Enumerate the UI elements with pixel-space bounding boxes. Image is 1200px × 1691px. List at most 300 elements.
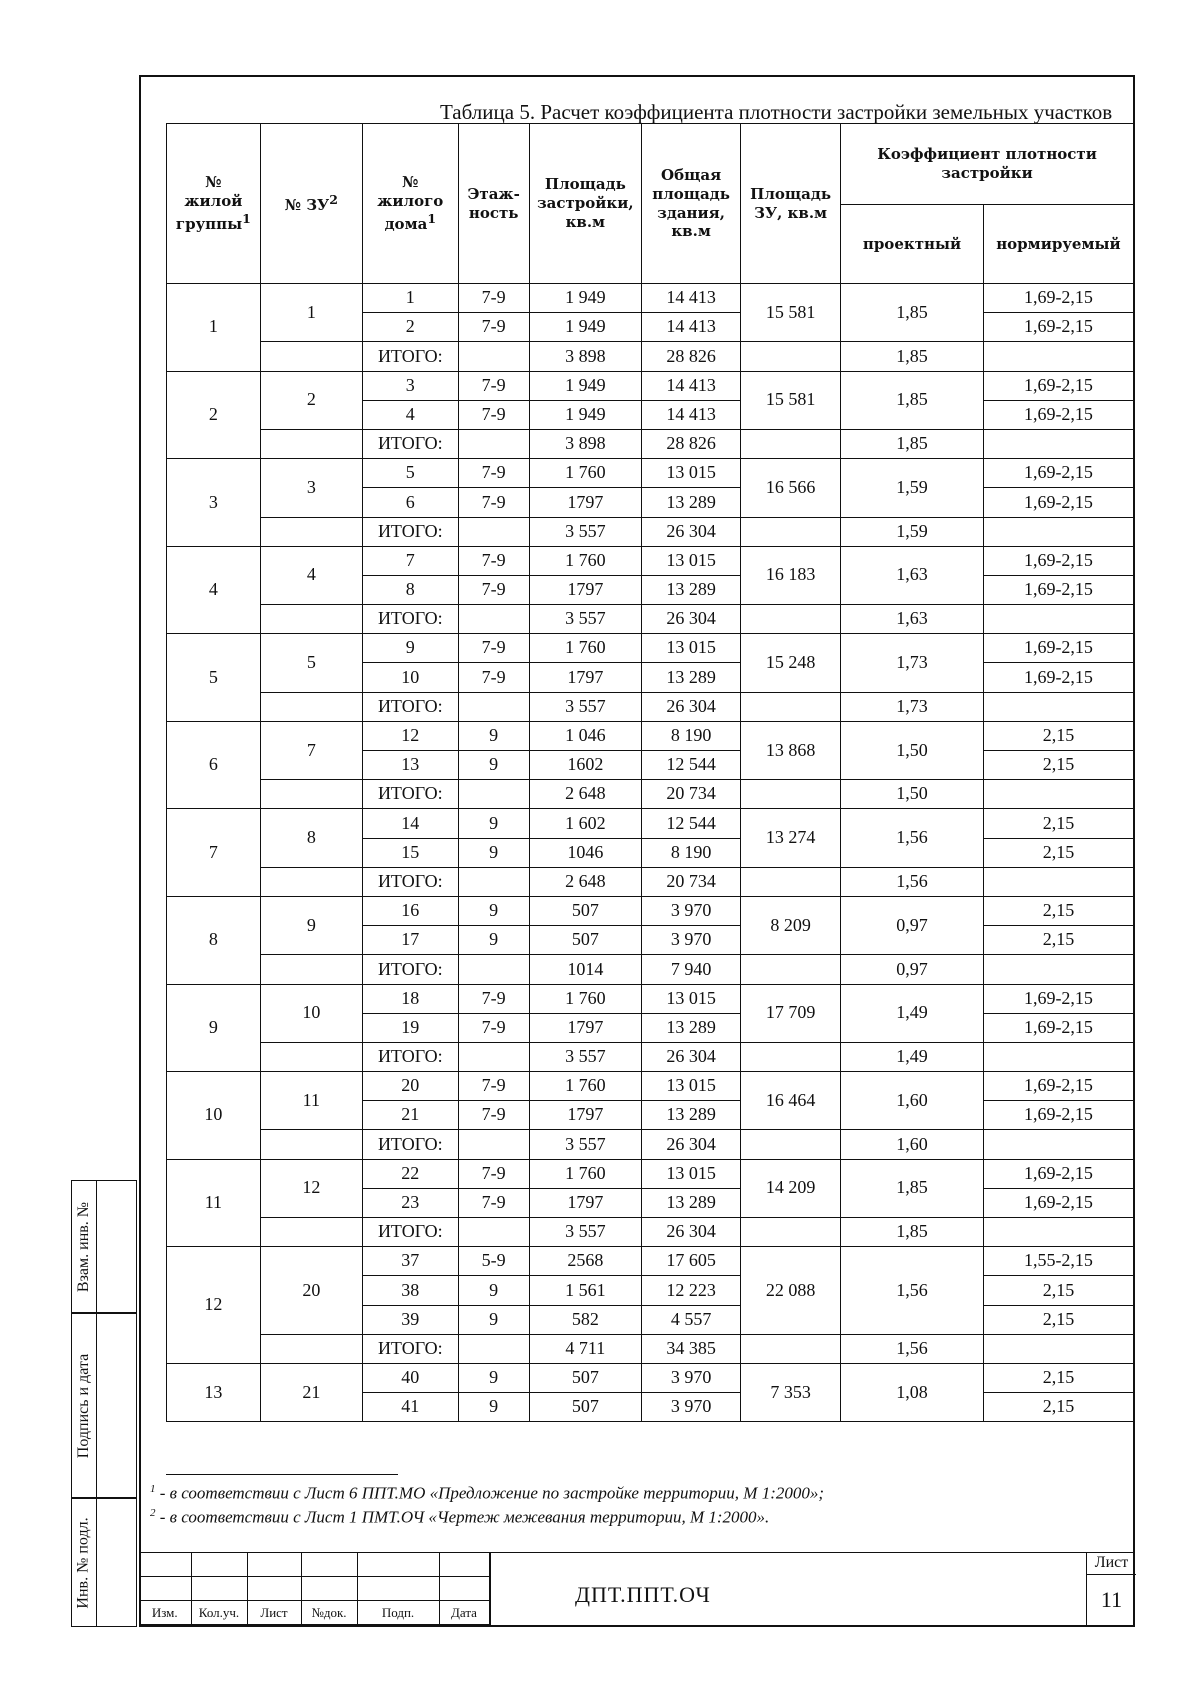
cell-plot-area: 17 709: [741, 984, 841, 1042]
cell-empty: [260, 692, 362, 721]
density-table: [166, 123, 1134, 1422]
cell-total-area-sum: 20 734: [642, 780, 741, 809]
cell-total-area: 3 970: [642, 896, 741, 925]
cell-total-area: 3 970: [642, 1363, 741, 1392]
cell-house-number: 16: [362, 896, 458, 925]
cell-house-number: 13: [362, 751, 458, 780]
cell-house-number: 1: [362, 284, 458, 313]
cell-total-footprint: 3 898: [529, 342, 642, 371]
cell-plot-number: 12: [260, 1159, 362, 1217]
cell-house-number: 37: [362, 1247, 458, 1276]
table-row: [167, 371, 1134, 400]
cell-plot-area: 16 566: [741, 459, 841, 517]
cell-coef-norm: 1,69-2,15: [983, 313, 1133, 342]
cell-total-label: ИТОГО:: [362, 517, 458, 546]
cell-total-area: 8 190: [642, 838, 741, 867]
cell-plot-number: 1: [260, 284, 362, 342]
cell-plot-number: 8: [260, 809, 362, 867]
cell-footprint: 1 046: [529, 721, 642, 750]
table-total-row: [167, 342, 1134, 371]
cell-floors: 7-9: [458, 1101, 529, 1130]
cell-total-coef: 1,63: [841, 605, 984, 634]
cell-empty: [741, 1218, 841, 1247]
side-field-original-inv: [71, 1498, 137, 1627]
cell-group-number: 7: [167, 809, 261, 897]
table-total-row: [167, 955, 1134, 984]
cell-total-area: 12 223: [642, 1276, 741, 1305]
cell-house-number: 17: [362, 926, 458, 955]
cell-plot-number: 20: [260, 1247, 362, 1335]
stamp-divider: [490, 1552, 491, 1627]
cell-empty: [260, 1042, 362, 1071]
cell-empty: [983, 955, 1133, 984]
cell-floors: 7-9: [458, 488, 529, 517]
cell-coef-norm: 2,15: [983, 896, 1133, 925]
cell-empty: [983, 867, 1133, 896]
cell-floors: 5-9: [458, 1247, 529, 1276]
cell-total-area: 14 413: [642, 371, 741, 400]
cell-floors: 9: [458, 1276, 529, 1305]
cell-total-label: ИТОГО:: [362, 692, 458, 721]
cell-footprint: 1 949: [529, 400, 642, 429]
cell-empty: [741, 1130, 841, 1159]
cell-coef-norm: 2,15: [983, 1363, 1133, 1392]
document-code: ДПТ.ППТ.ОЧ: [575, 1582, 711, 1607]
cell-coef-proj: 1,56: [841, 809, 984, 867]
header-coef-proj: проектный: [841, 205, 984, 284]
cell-house-number: 19: [362, 1013, 458, 1042]
cell-total-footprint: 3 557: [529, 605, 642, 634]
cell-floors: 7-9: [458, 1188, 529, 1217]
cell-total-footprint: 3 557: [529, 517, 642, 546]
cell-empty: [741, 955, 841, 984]
cell-total-area-sum: 28 826: [642, 429, 741, 458]
stamp-col-date: Дата: [439, 1601, 489, 1625]
cell-empty: [983, 517, 1133, 546]
stamp-col-change: Изм.: [139, 1601, 191, 1625]
cell-house-number: 14: [362, 809, 458, 838]
header-group: № жилой группы$^1$: [167, 124, 261, 284]
cell-total-label: ИТОГО:: [362, 955, 458, 984]
cell-empty: [260, 1334, 362, 1363]
cell-footprint: 507: [529, 896, 642, 925]
cell-coef-proj: 1,08: [841, 1363, 984, 1421]
header-total-area: Общая площадь здания, кв.м: [642, 124, 741, 284]
cell-house-number: 22: [362, 1159, 458, 1188]
cell-footprint: 1797: [529, 1101, 642, 1130]
cell-total-area-sum: 26 304: [642, 1130, 741, 1159]
cell-total-area: 14 413: [642, 400, 741, 429]
cell-empty: [260, 867, 362, 896]
stamp-col-qty: Кол.уч.: [191, 1601, 247, 1625]
cell-total-area: 13 015: [642, 634, 741, 663]
cell-total-area-sum: 20 734: [642, 867, 741, 896]
sheet-number: 11: [1100, 1587, 1123, 1612]
table-total-row: [167, 692, 1134, 721]
table-row: [167, 634, 1134, 663]
cell-footprint: 1 949: [529, 284, 642, 313]
cell-empty: [260, 1130, 362, 1159]
cell-house-number: 2: [362, 313, 458, 342]
table-total-row: [167, 429, 1134, 458]
cell-coef-norm: 1,69-2,15: [983, 1013, 1133, 1042]
cell-floors: 9: [458, 926, 529, 955]
cell-floors: 9: [458, 1363, 529, 1392]
cell-coef-norm: 1,69-2,15: [983, 663, 1133, 692]
cell-floors: 7-9: [458, 313, 529, 342]
cell-floors: 7-9: [458, 575, 529, 604]
cell-house-number: 38: [362, 1276, 458, 1305]
cell-empty: [741, 429, 841, 458]
cell-total-coef: 1,85: [841, 429, 984, 458]
cell-coef-norm: 2,15: [983, 1393, 1133, 1422]
cell-group-number: 9: [167, 984, 261, 1072]
cell-total-label: ИТОГО:: [362, 605, 458, 634]
cell-empty: [983, 429, 1133, 458]
sheet-box: [1086, 1552, 1136, 1627]
cell-plot-number: 9: [260, 896, 362, 954]
table-row: [167, 1159, 1134, 1188]
cell-total-area-sum: 7 940: [642, 955, 741, 984]
header-coef: Коэффициент плотности застройки: [841, 124, 1134, 205]
cell-group-number: 4: [167, 546, 261, 634]
cell-empty: [458, 780, 529, 809]
header-house: № жилого дома$^1$: [362, 124, 458, 284]
table-row: [167, 459, 1134, 488]
cell-empty: [741, 1042, 841, 1071]
cell-house-number: 41: [362, 1393, 458, 1422]
table-caption: Таблица 5. Расчет коэффициента плотности застройки земельных участков: [440, 100, 1113, 124]
cell-house-number: 7: [362, 546, 458, 575]
cell-total-area: 12 544: [642, 751, 741, 780]
cell-total-area-sum: 26 304: [642, 692, 741, 721]
cell-empty: [741, 692, 841, 721]
cell-total-area-sum: 26 304: [642, 1042, 741, 1071]
cell-group-number: 6: [167, 721, 261, 809]
cell-total-coef: 1,60: [841, 1130, 984, 1159]
cell-plot-number: 7: [260, 721, 362, 779]
side-label-replacement-inv: Взам. инв. №: [75, 1201, 93, 1292]
cell-empty: [260, 955, 362, 984]
cell-floors: 9: [458, 751, 529, 780]
cell-house-number: 21: [362, 1101, 458, 1130]
table-total-row: [167, 780, 1134, 809]
cell-coef-norm: 2,15: [983, 809, 1133, 838]
table-total-row: [167, 1334, 1134, 1363]
cell-coef-norm: 2,15: [983, 838, 1133, 867]
cell-coef-norm: 1,55-2,15: [983, 1247, 1133, 1276]
cell-total-footprint: 3 557: [529, 1130, 642, 1159]
cell-coef-norm: 1,69-2,15: [983, 1072, 1133, 1101]
cell-plot-area: 13 868: [741, 721, 841, 779]
cell-footprint: 1797: [529, 663, 642, 692]
cell-empty: [983, 1334, 1133, 1363]
table-total-row: [167, 1130, 1134, 1159]
cell-floors: 9: [458, 809, 529, 838]
cell-coef-proj: 1,49: [841, 984, 984, 1042]
stamp-col-docnum: №док.: [301, 1601, 357, 1625]
cell-floors: 7-9: [458, 459, 529, 488]
cell-empty: [260, 1218, 362, 1247]
cell-coef-proj: 1,85: [841, 284, 984, 342]
cell-empty: [458, 867, 529, 896]
cell-house-number: 23: [362, 1188, 458, 1217]
cell-total-area-sum: 26 304: [642, 1218, 741, 1247]
cell-footprint: 1797: [529, 1188, 642, 1217]
cell-empty: [983, 1130, 1133, 1159]
cell-total-coef: 1,59: [841, 517, 984, 546]
cell-coef-proj: 1,50: [841, 721, 984, 779]
cell-house-number: 20: [362, 1072, 458, 1101]
cell-coef-proj: 0,97: [841, 896, 984, 954]
table-row: [167, 1072, 1134, 1101]
cell-coef-norm: 1,69-2,15: [983, 459, 1133, 488]
cell-coef-norm: 1,69-2,15: [983, 546, 1133, 575]
cell-house-number: 8: [362, 575, 458, 604]
cell-footprint: 1 760: [529, 984, 642, 1013]
cell-total-area-sum: 28 826: [642, 342, 741, 371]
side-label-signature-date: Подпись и дата: [75, 1353, 92, 1458]
cell-empty: [741, 517, 841, 546]
cell-total-area: 13 015: [642, 1159, 741, 1188]
cell-floors: 7-9: [458, 371, 529, 400]
cell-coef-norm: 2,15: [983, 751, 1133, 780]
cell-plot-area: 16 183: [741, 546, 841, 604]
cell-total-area: 4 557: [642, 1305, 741, 1334]
cell-empty: [741, 605, 841, 634]
table-total-row: [167, 605, 1134, 634]
cell-coef-proj: 1,59: [841, 459, 984, 517]
cell-empty: [458, 429, 529, 458]
cell-plot-number: 2: [260, 371, 362, 429]
cell-plot-area: 14 209: [741, 1159, 841, 1217]
table-body: [167, 284, 1134, 1422]
cell-footprint: 1 602: [529, 809, 642, 838]
cell-empty: [741, 867, 841, 896]
cell-empty: [260, 605, 362, 634]
table-total-row: [167, 867, 1134, 896]
cell-plot-area: 16 464: [741, 1072, 841, 1130]
cell-house-number: 39: [362, 1305, 458, 1334]
cell-total-area-sum: 26 304: [642, 517, 741, 546]
cell-total-label: ИТОГО:: [362, 342, 458, 371]
table-row: [167, 546, 1134, 575]
cell-empty: [741, 780, 841, 809]
cell-floors: 9: [458, 1305, 529, 1334]
cell-empty: [983, 605, 1133, 634]
cell-footprint: 507: [529, 926, 642, 955]
cell-group-number: 1: [167, 284, 261, 372]
cell-group-number: 8: [167, 896, 261, 984]
cell-total-coef: 1,73: [841, 692, 984, 721]
cell-plot-number: 21: [260, 1363, 362, 1421]
side-label-original-inv: Инв. № подл.: [75, 1516, 93, 1609]
cell-coef-norm: 1,69-2,15: [983, 1159, 1133, 1188]
cell-total-area: 3 970: [642, 926, 741, 955]
cell-empty: [458, 342, 529, 371]
cell-floors: 7-9: [458, 284, 529, 313]
table-row: [167, 1363, 1134, 1392]
cell-footprint: 507: [529, 1363, 642, 1392]
cell-total-label: ИТОГО:: [362, 1218, 458, 1247]
table-total-row: [167, 517, 1134, 546]
cell-plot-area: 15 581: [741, 371, 841, 429]
cell-empty: [983, 1218, 1133, 1247]
cell-group-number: 10: [167, 1072, 261, 1160]
cell-plot-number: 3: [260, 459, 362, 517]
cell-empty: [983, 692, 1133, 721]
cell-total-area: 17 605: [642, 1247, 741, 1276]
cell-empty: [983, 1042, 1133, 1071]
cell-coef-proj: 1,85: [841, 371, 984, 429]
cell-footprint: 1 760: [529, 459, 642, 488]
cell-house-number: 5: [362, 459, 458, 488]
cell-total-label: ИТОГО:: [362, 1130, 458, 1159]
cell-house-number: 18: [362, 984, 458, 1013]
cell-floors: 7-9: [458, 984, 529, 1013]
cell-group-number: 3: [167, 459, 261, 547]
cell-coef-proj: 1,73: [841, 634, 984, 692]
cell-total-area: 3 970: [642, 1393, 741, 1422]
cell-footprint: 1797: [529, 1013, 642, 1042]
cell-house-number: 12: [362, 721, 458, 750]
cell-footprint: 2568: [529, 1247, 642, 1276]
cell-empty: [983, 780, 1133, 809]
cell-total-footprint: 2 648: [529, 867, 642, 896]
cell-total-area: 13 015: [642, 546, 741, 575]
cell-empty: [458, 605, 529, 634]
cell-house-number: 15: [362, 838, 458, 867]
cell-floors: 7-9: [458, 400, 529, 429]
cell-total-area: 14 413: [642, 284, 741, 313]
cell-empty: [458, 1334, 529, 1363]
cell-total-area: 13 015: [642, 459, 741, 488]
cell-footprint: 1 760: [529, 1072, 642, 1101]
cell-group-number: 2: [167, 371, 261, 459]
cell-coef-norm: 2,15: [983, 1276, 1133, 1305]
footnote-2: $^2$ - в соответствии с Лист 1 ПМТ.ОЧ «Чертеж межевания территории, М 1:2000».: [150, 1507, 770, 1527]
cell-total-label: ИТОГО:: [362, 1334, 458, 1363]
cell-total-label: ИТОГО:: [362, 429, 458, 458]
cell-floors: 7-9: [458, 1159, 529, 1188]
cell-empty: [458, 955, 529, 984]
cell-house-number: 3: [362, 371, 458, 400]
side-field-signature-date: [71, 1313, 137, 1498]
cell-plot-area: 15 248: [741, 634, 841, 692]
cell-plot-number: 11: [260, 1072, 362, 1130]
cell-house-number: 40: [362, 1363, 458, 1392]
cell-empty: [458, 692, 529, 721]
cell-group-number: 11: [167, 1159, 261, 1247]
cell-total-area: 13 289: [642, 575, 741, 604]
cell-coef-norm: 2,15: [983, 721, 1133, 750]
cell-house-number: 9: [362, 634, 458, 663]
cell-plot-number: 5: [260, 634, 362, 692]
cell-total-label: ИТОГО:: [362, 1042, 458, 1071]
cell-coef-proj: 1,60: [841, 1072, 984, 1130]
cell-house-number: 6: [362, 488, 458, 517]
cell-footprint: 1 760: [529, 546, 642, 575]
cell-empty: [260, 780, 362, 809]
table-row: [167, 896, 1134, 925]
cell-footprint: 1 949: [529, 313, 642, 342]
table-total-row: [167, 1218, 1134, 1247]
cell-coef-norm: 1,69-2,15: [983, 284, 1133, 313]
cell-coef-norm: 1,69-2,15: [983, 371, 1133, 400]
cell-plot-area: 15 581: [741, 284, 841, 342]
cell-total-footprint: 3 557: [529, 692, 642, 721]
cell-total-area: 13 289: [642, 1188, 741, 1217]
cell-floors: 7-9: [458, 663, 529, 692]
table-row: [167, 984, 1134, 1013]
cell-empty: [458, 517, 529, 546]
cell-plot-number: 4: [260, 546, 362, 604]
cell-group-number: 12: [167, 1247, 261, 1364]
cell-floors: 7-9: [458, 546, 529, 575]
footnote-divider: [166, 1474, 398, 1475]
cell-total-area: 8 190: [642, 721, 741, 750]
cell-empty: [260, 429, 362, 458]
cell-plot-area: 7 353: [741, 1363, 841, 1421]
table-row: [167, 721, 1134, 750]
cell-coef-norm: 1,69-2,15: [983, 1101, 1133, 1130]
stamp-col-sheet: Лист: [247, 1601, 301, 1625]
table-row: [167, 1247, 1134, 1276]
cell-total-coef: 1,85: [841, 1218, 984, 1247]
cell-house-number: 4: [362, 400, 458, 429]
cell-total-label: ИТОГО:: [362, 780, 458, 809]
cell-floors: 9: [458, 721, 529, 750]
cell-footprint: 1 561: [529, 1276, 642, 1305]
cell-total-footprint: 1014: [529, 955, 642, 984]
cell-floors: 9: [458, 1393, 529, 1422]
cell-group-number: 5: [167, 634, 261, 722]
cell-floors: 9: [458, 896, 529, 925]
cell-total-area: 13 289: [642, 1013, 741, 1042]
sheet-label: Лист: [1087, 1552, 1136, 1575]
cell-total-area-sum: 34 385: [642, 1334, 741, 1363]
cell-plot-area: 22 088: [741, 1247, 841, 1335]
cell-empty: [983, 342, 1133, 371]
header-coef-norm: нормируемый: [983, 205, 1133, 284]
cell-footprint: 1 949: [529, 371, 642, 400]
cell-empty: [458, 1130, 529, 1159]
cell-coef-norm: 1,69-2,15: [983, 984, 1133, 1013]
cell-coef-norm: 1,69-2,15: [983, 575, 1133, 604]
cell-footprint: 1 760: [529, 1159, 642, 1188]
header-floors: Этаж- ность: [458, 124, 529, 284]
cell-coef-norm: 1,69-2,15: [983, 400, 1133, 429]
cell-footprint: 1 760: [529, 634, 642, 663]
cell-total-footprint: 3 898: [529, 429, 642, 458]
header-footprint: Площадь застройки, кв.м: [529, 124, 642, 284]
cell-coef-proj: 1,56: [841, 1247, 984, 1335]
cell-floors: 7-9: [458, 1072, 529, 1101]
cell-total-area: 12 544: [642, 809, 741, 838]
cell-coef-norm: 1,69-2,15: [983, 488, 1133, 517]
cell-empty: [260, 517, 362, 546]
cell-total-area: 13 289: [642, 663, 741, 692]
cell-empty: [458, 1042, 529, 1071]
cell-coef-norm: 2,15: [983, 1305, 1133, 1334]
table-total-row: [167, 1042, 1134, 1071]
cell-footprint: 1797: [529, 488, 642, 517]
table-row: [167, 284, 1134, 313]
cell-total-coef: 1,49: [841, 1042, 984, 1071]
cell-plot-area: 13 274: [741, 809, 841, 867]
cell-empty: [260, 342, 362, 371]
cell-footprint: 1602: [529, 751, 642, 780]
